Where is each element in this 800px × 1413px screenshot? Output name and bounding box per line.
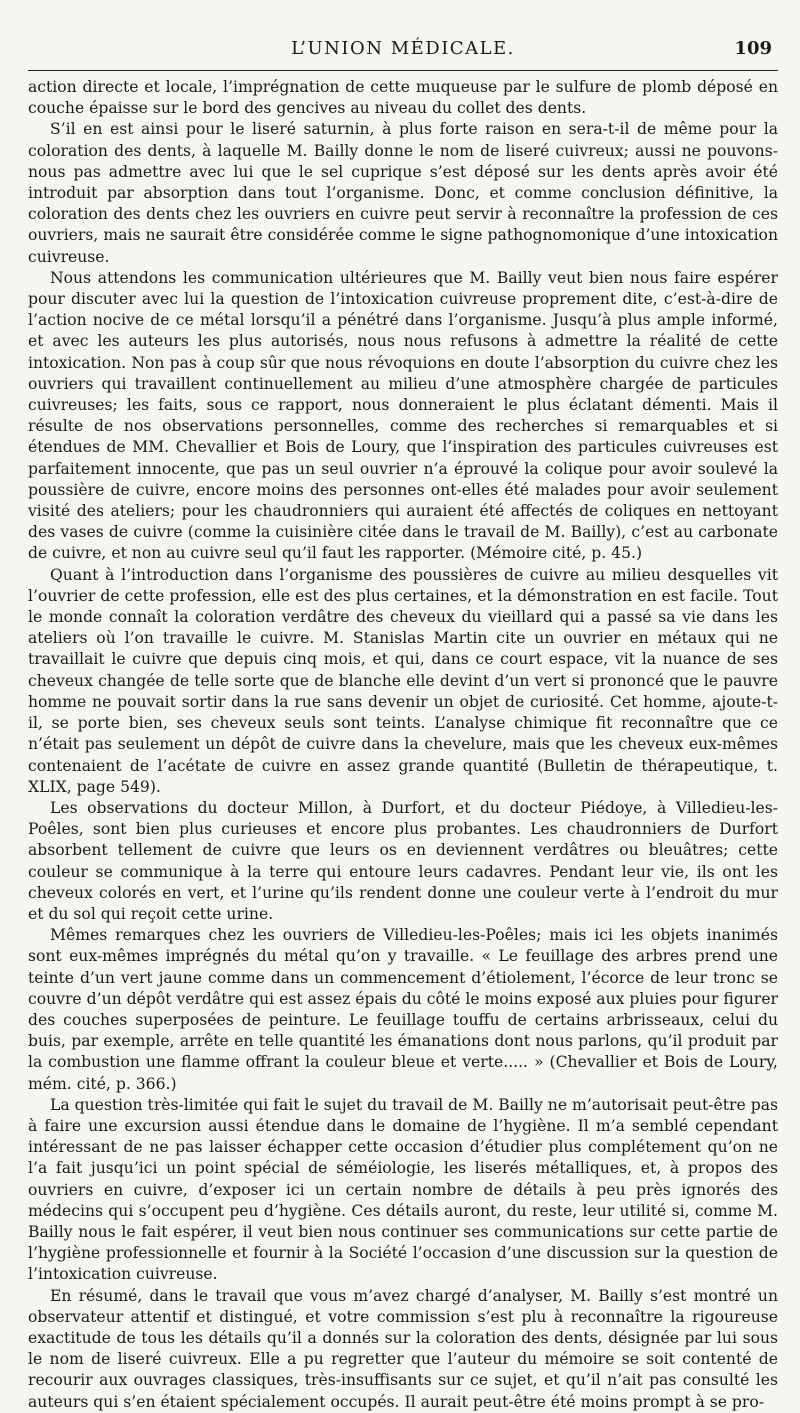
paragraph: Les observations du docteur Millon, à Durfort, et du docteur Piédoye, à Villedieu-les-Poêles, sont bien plus curieuses et encore plus probantes. Les chaudronniers de Durfort absorbent tellement de cuivre que leurs os en deviennent verdâtres ou bleuâtres; cette couleur se communique à la terre qui entoure leurs cadavres. Pendant leur vie, ils ont les cheveux colorés en vert, et l’urine qu’ils rendent donne une couleur verte à l’endroit du mur et du sol qui reçoit cette urine. xyxy=(28,798,778,923)
paragraph: Mêmes remarques chez les ouvriers de Villedieu-les-Poêles; mais ici les objets inanimés sont eux-mêmes imprégnés du métal qu’on y travaille. « Le feuillage des arbres prend une teinte d’un vert jaune comme dans un commencement d’étiolement, l’écorce de leur tronc se couvre d’un dépôt verdâtre qui est assez épais du côté le moins exposé aux pluies pour figurer des couches superposées de peinture. Le feuillage touffu de certains arbrisseaux, celui du buis, par exemple, arrête en telle quantité les émanations dont nous parlons, qu’il produit par la combustion une flamme offrant la couleur bleue et verte..... » (Chevallier et Bois de Loury, mém. cité, p. 366.) xyxy=(28,926,778,1093)
header-rule xyxy=(28,70,778,71)
page-header xyxy=(28,34,778,68)
running-title: L’UNION MÉDICALE. xyxy=(291,38,515,59)
paragraph: En résumé, dans le travail que vous m’avez chargé d’analyser, M. Bailly s’est montré un observateur attentif et distingué, et votre commission s’est plu à reconnaître la rigoureuse exactitude de tous les détails qu’il a donnés sur la coloration des dents, désignée par lui sous le nom de liseré cuivreux. Elle a pu regretter que l’auteur du mémoire se soit contenté de recourir aux ouvrages classiques, très-insuffisants sur ce sujet, et qu’il n’ait pas consulté les auteurs qui s’en étaient spécialement occupés. Il aurait peut-être été moins prompt à se pro- xyxy=(28,1286,778,1411)
page-number: 109 xyxy=(734,38,772,59)
paragraph: S’il en est ainsi pour le liseré saturnin, à plus forte raison en sera-t-il de même pour la coloration des dents, à laquelle M. Bailly donne le nom de liseré cuivreux; aussi ne pouvons-nous pas admettre avec lui que le sel cuprique s’est déposé sur les dents après avoir été introduit par absorption dans tout l’organisme. Donc, et comme conclusion définitive, la coloration des dents chez les ouvriers en cuivre peut servir à reconnaître la profession de ces ouvriers, mais ne saurait être considérée comme le signe pathognomonique d’une intoxication cuivreuse. xyxy=(28,120,778,266)
paragraph: Nous attendons les communication ultérieures que M. Bailly veut bien nous faire espérer pour discuter avec lui la question de l’intoxication cuivreuse proprement dite, c’est-à-dire de l’action nocive de ce métal lorsqu’il a pénétré dans l’organisme. Jusqu’à plus ample informé, et avec les auteurs les plus autorisés, nous nous refusons à admettre la réalité de cette intoxication. Non pas à coup sûr que nous révoquions en doute l’absorption du cuivre chez les ouvriers qui travaillent continuellement au milieu d’une atmosphère chargée de particules cuivreuses; les faits, sous ce rapport, nous donneraient le plus éclatant démenti. Mais il résulte de nos observations personnelles, comme des recherches si remarquables et si étendues de MM. Chevallier et Bois de Loury, que l’inspiration des particules cuivreuses est parfaitement innocente, que pas un seul ouvrier n’a éprouvé la colique pour avoir soulevé la poussière de cuivre, encore moins des personnes ont-elles été malades pour avoir seulement visité des ateliers; pour les chaudronniers qui auraient été affectés de coliques en nettoyant des vases de cuivre (comme la cuisinière citée dans le travail de M. Bailly), c’est au carbonate de cuivre, et non au cuivre seul qu’il faut les rapporter. (Mémoire cité, p. 45.) xyxy=(28,268,778,563)
paragraph: La question très-limitée qui fait le sujet du travail de M. Bailly ne m’autorisait peut-être pas à faire une excursion aussi étendue dans le domaine de l’hygiène. Il m’a semblé cependant intéressant de ne pas laisser échapper cette occasion d’étudier plus complétement qu’on ne l’a fait jusqu’ici un point spécial de séméiologie, les liserés métalliques, et, à propos des ouvriers en cuivre, d’exposer ici un certain nombre de détails à peu près ignorés des médecins qui s’occupent peu d’hygiène. Ces détails auront, du reste, leur utilité si, comme M. Bailly nous le fait espérer, il veut bien nous continuer ses communications sur cette partie de l’hygiène professionnelle et fournir à la Société l’occasion d’une discussion sur la question de l’intoxication cuivreuse. xyxy=(28,1095,778,1284)
article-body xyxy=(28,77,778,1413)
paragraph: action directe et locale, l’imprégnation de cette muqueuse par le sulfure de plomb déposé en couche épaisse sur le bord des gencives au niveau du collet des dents. xyxy=(28,78,778,118)
paragraph: Quant à l’introduction dans l’organisme des poussières de cuivre au milieu desquelles vit l’ouvrier de cette profession, elle est des plus certaines, et la démonstration en est facile. Tout le monde connaît la coloration verdâtre des cheveux du vieillard qui a passé sa vie dans les ateliers où l’on travaille le cuivre. M. Stanislas Martin cite un ouvrier en métaux qui ne travaillait le cuivre que depuis cinq mois, et qui, dans ce court espace, vit la nuance de ses cheveux changée de telle sorte que de blanche elle devint d’un vert si prononcé que le pauvre homme ne pouvait sortir dans la rue sans devenir un objet de curiosité. Cet homme, ajoute-t-il, se porte bien, ses cheveux seuls sont teints. L’analyse chimique fit reconnaître que ce n’était pas seulement un dépôt de cuivre dans la chevelure, mais que les cheveux eux-mêmes contenaient de l’acétate de cuivre en assez grande quantité (Bulletin de thérapeutique, t. XLIX, page 549). xyxy=(28,565,778,796)
